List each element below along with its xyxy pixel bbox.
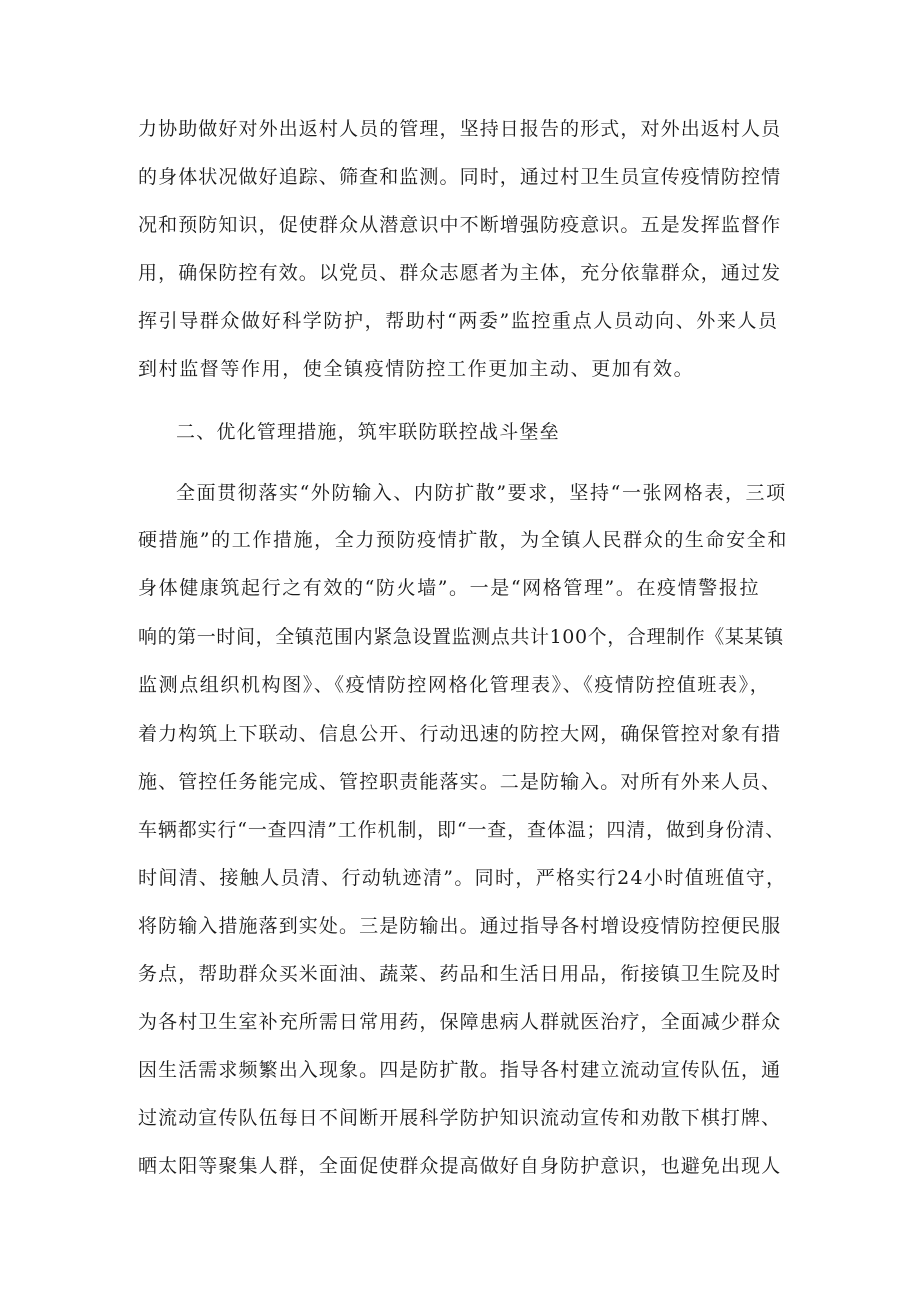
paragraph-line: 着力构筑上下联动、信息公开、行动迅速的防控大网，确保管控对象有措 bbox=[138, 723, 782, 745]
paragraph-line: 况和预防知识，促使群众从潜意识中不断增强防疫意识。五是发挥监督作 bbox=[138, 214, 782, 236]
section-heading: 二、优化管理措施，筑牢联防联控战斗堡垒 bbox=[176, 421, 560, 443]
paragraph-line: 将防输入措施落到实处。三是防输出。通过指导各村增设疫情防控便民服 bbox=[138, 915, 782, 937]
paragraph-line: 身体健康筑起行之有效的“防火墙”。一是“网格管理”。在疫情警报拉 bbox=[138, 577, 761, 599]
paragraph-line: 因生活需求频繁出入现象。四是防扩散。指导各村建立流动宣传队伍，通 bbox=[138, 1059, 782, 1081]
paragraph-line: 全面贯彻落实“外防输入、内防扩散”要求，坚持“一张网格表，三项 bbox=[176, 482, 787, 504]
paragraph-line: 为各村卫生室补充所需日常用药，保障患病人群就医治疗，全面减少群众 bbox=[138, 1011, 782, 1033]
paragraph-line: 施、管控任务能完成、管控职责能落实。二是防输入。对所有外来人员、 bbox=[138, 771, 782, 793]
paragraph-line: 过流动宣传队伍每日不间断开展科学防护知识流动宣传和劝散下棋打牌、 bbox=[138, 1107, 782, 1129]
paragraph-line: 力协助做好对外出返村人员的管理，坚持日报告的形式，对外出返村人员 bbox=[138, 118, 782, 140]
paragraph-line: 务点，帮助群众买米面油、蔬菜、药品和生活日用品，衔接镇卫生院及时 bbox=[138, 963, 782, 985]
paragraph-line: 硬措施”的工作措施，全力预防疫情扩散，为全镇人民群众的生命安全和 bbox=[138, 529, 788, 551]
paragraph-line: 时间清、接触人员清、行动轨迹清”。同时，严格实行24小时值班值守， bbox=[138, 867, 787, 889]
paragraph-line: 车辆都实行“一查四清”工作机制，即“一查，查体温；四清，做到身份清、 bbox=[138, 819, 786, 841]
paragraph-line: 的身体状况做好追踪、筛查和监测。同时，通过村卫生员宣传疫情防控情 bbox=[138, 166, 782, 188]
paragraph-line: 晒太阳等聚集人群，全面促使群众提高做好自身防护意识，也避免出现人 bbox=[138, 1155, 782, 1177]
paragraph-line: 响的第一时间，全镇范围内紧急设置监测点共计100个，合理制作《某某镇 bbox=[138, 626, 784, 648]
paragraph-line: 挥引导群众做好科学防护，帮助村“两委”监控重点人员动向、外来人员 bbox=[138, 310, 779, 332]
paragraph-line: 到村监督等作用，使全镇疫情防控工作更加主动、更加有效。 bbox=[138, 358, 695, 380]
paragraph-line: 用，确保防控有效。以党员、群众志愿者为主体，充分依靠群众，通过发 bbox=[138, 262, 782, 284]
paragraph-line: 监测点组织机构图》、《疫情防控网格化管理表》、《疫情防控值班表》， bbox=[138, 674, 771, 696]
